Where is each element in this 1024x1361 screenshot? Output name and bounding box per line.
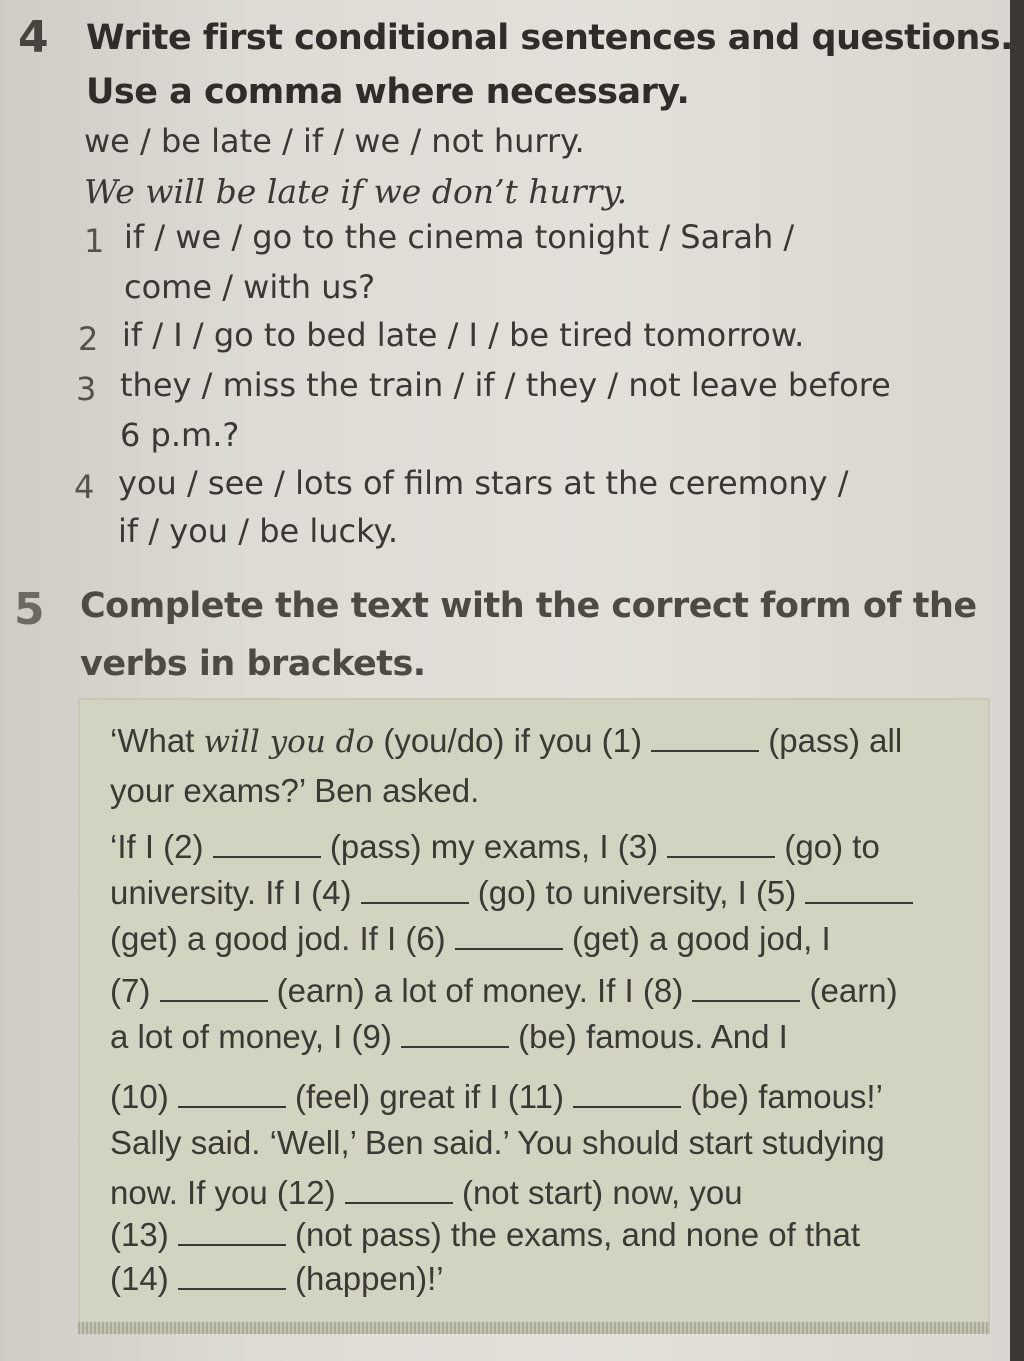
item-number: 4 <box>74 468 95 506</box>
text-line-9: Sally said. ‘Well,’ Ben said.’ You should start studying <box>110 1124 885 1161</box>
blank-10[interactable] <box>178 1086 286 1108</box>
item-1-line-2: come / with us? <box>124 268 376 306</box>
blank-9[interactable] <box>401 1026 509 1048</box>
item-4-line-2: if / you / be lucky. <box>118 512 399 550</box>
exercise-4-heading-line-1: Write first conditional sentences and questions. <box>86 18 1013 58</box>
item-4-line-1: you / see / lots of film stars at the ceremony / <box>118 464 849 502</box>
item-3-line-2: 6 p.m.? <box>120 416 240 454</box>
text-line-8: (10) (feel) great if I (11) (be) famous!’ <box>110 1078 883 1115</box>
blank-3[interactable] <box>667 836 775 858</box>
text-line-5: (get) a good jod. If I (6) (get) a good jod, I <box>110 920 831 957</box>
blank-14[interactable] <box>178 1268 286 1290</box>
text-line-4: university. If I (4) (go) to university, I (5) <box>110 874 913 912</box>
blank-4[interactable] <box>361 882 469 904</box>
handwritten-answer: will you do <box>203 724 375 760</box>
text-line-2: your exams?’ Ben asked. <box>110 772 480 809</box>
exercise-4-heading-line-2: Use a comma where necessary. <box>86 72 690 112</box>
item-number: 1 <box>84 222 105 260</box>
blank-5[interactable] <box>805 882 913 904</box>
item-3-line-1: they / miss the train / if / they / not leave before <box>120 366 891 404</box>
item-2-line-1: if / I / go to bed late / I / be tired tomorrow. <box>122 316 805 354</box>
text-line-10: now. If you (12) (not start) now, you <box>110 1174 743 1211</box>
text-box-edge <box>78 1322 990 1334</box>
example-answer: We will be late if we don’t hurry. <box>84 172 628 211</box>
text-line-7: a lot of money, I (9) (be) famous. And I <box>110 1018 788 1055</box>
blank-11[interactable] <box>573 1086 681 1108</box>
blank-6[interactable] <box>455 928 563 950</box>
text-line-11: (13) (not pass) the exams, and none of that <box>110 1216 861 1253</box>
text-line-1: ‘What will you do (you/do) if you (1) (pass) all <box>110 722 903 760</box>
item-1-line-1: if / we / go to the cinema tonight / Sarah / <box>124 218 795 256</box>
text-line-6: (7) (earn) a lot of money. If I (8) (earn) <box>110 972 898 1009</box>
exercise-4-number: 4 <box>18 12 49 63</box>
exercise-5-number: 5 <box>14 584 45 635</box>
example-prompt: we / be late / if / we / not hurry. <box>84 122 585 160</box>
text-line-3: ‘If I (2) (pass) my exams, I (3) (go) to <box>110 828 880 865</box>
exercise-5-heading-line-1: Complete the text with the correct form of the <box>80 586 977 626</box>
blank-2[interactable] <box>213 836 321 858</box>
exercise-5-heading-line-2: verbs in brackets. <box>80 644 426 684</box>
blank-12[interactable] <box>345 1182 453 1204</box>
blank-1[interactable] <box>651 730 759 752</box>
blank-8[interactable] <box>692 980 800 1002</box>
text-line-12: (14) (happen)!’ <box>110 1260 444 1297</box>
item-number: 3 <box>76 370 97 408</box>
blank-13[interactable] <box>178 1224 286 1246</box>
blank-7[interactable] <box>160 980 268 1002</box>
item-number: 2 <box>78 320 99 358</box>
